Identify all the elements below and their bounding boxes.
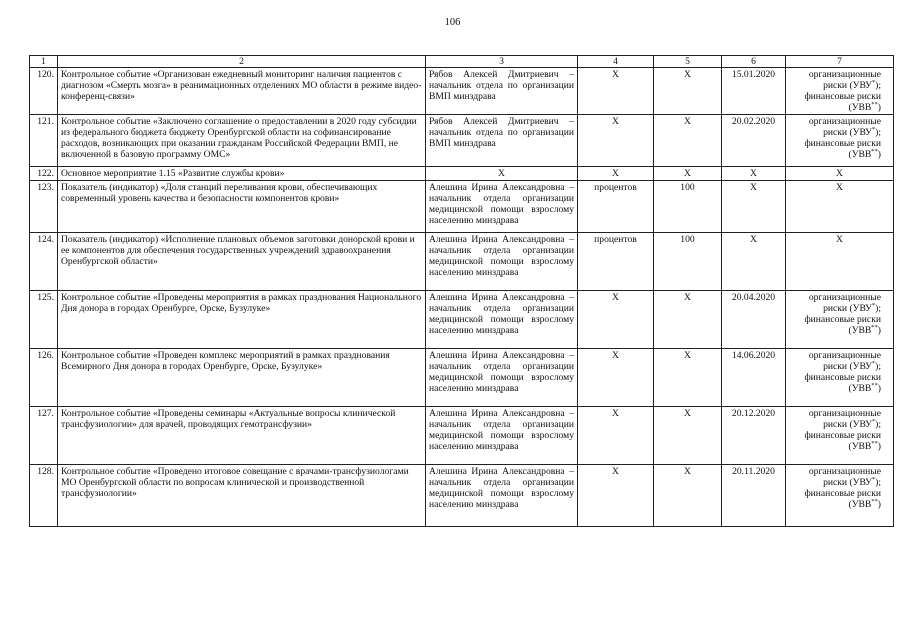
- risks-cell: Х: [786, 167, 894, 181]
- row-number: 124.: [30, 233, 58, 291]
- date-cell: 20.11.2020: [722, 465, 786, 527]
- value-cell: Х: [654, 291, 722, 349]
- responsible-person: Алешина Ирина Александровна – начальник отдела организации медицинской помощи взрослому населению минздрава: [426, 181, 578, 233]
- risk-footnote-mark: *: [871, 78, 876, 86]
- header-row: [30, 56, 894, 68]
- table-row: [30, 68, 894, 115]
- date-cell: 14.06.2020: [722, 349, 786, 407]
- unit-cell: Х: [578, 407, 654, 465]
- risk-text: (УВВ: [848, 102, 872, 113]
- table-row: [30, 181, 894, 233]
- header-cell: 1: [30, 56, 58, 68]
- risk-text: риски (УВУ: [823, 303, 872, 314]
- risk-text: организационные: [808, 408, 881, 419]
- risk-text: финансовые риски: [804, 91, 881, 102]
- risk-footnote-mark: *: [871, 301, 876, 309]
- unit-cell: Х: [578, 465, 654, 527]
- event-description: Контрольное событие «Проведен комплекс мероприятий в рамках празднования Всемирного Дня донора в городах Оренбурге, Орске, Бузулуке»: [58, 349, 426, 407]
- risk-text: риски (УВУ: [823, 127, 872, 138]
- date-cell: 15.01.2020: [722, 68, 786, 115]
- table-row: [30, 465, 894, 527]
- row-number: 126.: [30, 349, 58, 407]
- risk-text: (УВВ: [848, 149, 872, 160]
- header-cell: 3: [426, 56, 578, 68]
- table-row: [30, 233, 894, 291]
- risk-text: организационные: [808, 292, 881, 303]
- risk-text: ): [877, 383, 881, 394]
- unit-cell: Х: [578, 115, 654, 167]
- risks-cell: [786, 68, 894, 115]
- risk-text: );: [875, 80, 881, 91]
- risk-footnote-mark: *: [871, 359, 876, 367]
- date-cell: 20.02.2020: [722, 115, 786, 167]
- responsible-person: Х: [426, 167, 578, 181]
- risks-cell: [786, 291, 894, 349]
- value-cell: Х: [654, 68, 722, 115]
- event-description: Основное мероприятие 1.15 «Развитие службы крови»: [58, 167, 426, 181]
- event-description: Показатель (индикатор) «Исполнение плановых объемов заготовки донорской крови и ее компонентов для обеспечения государственных учреждений здравоохранения Оренбургской области»: [58, 233, 426, 291]
- page-number: 106: [444, 17, 461, 28]
- row-number: 121.: [30, 115, 58, 167]
- risk-text: );: [875, 303, 881, 314]
- risks-cell: Х: [786, 233, 894, 291]
- risk-footnote-mark: **: [871, 497, 878, 505]
- risk-text: организационные: [808, 466, 881, 477]
- risk-text: ): [877, 325, 881, 336]
- risk-text: );: [875, 361, 881, 372]
- plan-table: [29, 55, 894, 527]
- value-cell: Х: [654, 407, 722, 465]
- header-cell: 2: [58, 56, 426, 68]
- risk-footnote-mark: **: [871, 439, 878, 447]
- risk-text: риски (УВУ: [823, 361, 872, 372]
- risk-text: ): [877, 102, 881, 113]
- unit-cell: процентов: [578, 233, 654, 291]
- risk-text: ): [877, 149, 881, 160]
- table-row: [30, 407, 894, 465]
- unit-cell: процентов: [578, 181, 654, 233]
- responsible-person: Алешина Ирина Александровна – начальник отдела организации медицинской помощи взрослому населению минздрава: [426, 291, 578, 349]
- header-cell: 4: [578, 56, 654, 68]
- event-description: Контрольное событие «Заключено соглашение о предоставлении в 2020 году субсидии из федерального бюджета бюджету Оренбургской области на софинансирование расходов, возникающих при оказании гражданам Российской Федерации ВМП, не включенной в базовую программу ОМС»: [58, 115, 426, 167]
- row-number: 128.: [30, 465, 58, 527]
- risk-text: финансовые риски: [804, 488, 881, 499]
- risk-text: (УВВ: [848, 325, 872, 336]
- value-cell: Х: [654, 115, 722, 167]
- risks-cell: [786, 407, 894, 465]
- header-cell: 7: [786, 56, 894, 68]
- date-cell: Х: [722, 181, 786, 233]
- risk-text: (УВВ: [848, 441, 872, 452]
- event-description: Контрольное событие «Проведено итоговое совещание с врачами-трансфузиологами МО Оренбургской области по вопросам клинической и производственной трансфузиологии»: [58, 465, 426, 527]
- plan-table-body: [30, 56, 894, 527]
- risk-text: (УВВ: [848, 383, 872, 394]
- event-description: Контрольное событие «Организован ежедневный мониторинг наличия пациентов с диагнозом «Смерть мозга» в реанимационных отделениях МО области в режиме видео-конференц-связи»: [58, 68, 426, 115]
- risk-text: риски (УВУ: [823, 419, 872, 430]
- header-cell: 6: [722, 56, 786, 68]
- date-cell: 20.12.2020: [722, 407, 786, 465]
- responsible-person: Алешина Ирина Александровна – начальник отдела организации медицинской помощи взрослому населению минздрава: [426, 465, 578, 527]
- risk-footnote-mark: **: [871, 147, 878, 155]
- value-cell: 100: [654, 233, 722, 291]
- risk-footnote-mark: **: [871, 323, 878, 331]
- risk-footnote-mark: **: [871, 100, 878, 108]
- value-cell: Х: [654, 167, 722, 181]
- event-description: Контрольное событие «Проведены семинары «Актуальные вопросы клинической трансфузиологии» для врачей, проводящих гемотрансфузии»: [58, 407, 426, 465]
- date-cell: 20.04.2020: [722, 291, 786, 349]
- risk-text: риски (УВУ: [823, 80, 872, 91]
- risk-text: );: [875, 477, 881, 488]
- unit-cell: Х: [578, 349, 654, 407]
- risks-cell: [786, 465, 894, 527]
- risk-footnote-mark: *: [871, 475, 876, 483]
- risk-text: ): [877, 499, 881, 510]
- risk-text: организационные: [808, 116, 881, 127]
- risks-cell: Х: [786, 181, 894, 233]
- risk-footnote-mark: *: [871, 125, 876, 133]
- event-description: Контрольное событие «Проведены мероприятия в рамках празднования Национального Дня донора в городах Оренбурге, Орске, Бузулуке»: [58, 291, 426, 349]
- risk-text: риски (УВУ: [823, 477, 872, 488]
- row-number: 120.: [30, 68, 58, 115]
- row-number: 127.: [30, 407, 58, 465]
- unit-cell: Х: [578, 291, 654, 349]
- table-row: [30, 115, 894, 167]
- responsible-person: Рябов Алексей Дмитриевич – начальник отдела по организации ВМП минздрава: [426, 115, 578, 167]
- risk-text: ): [877, 441, 881, 452]
- risks-cell: [786, 115, 894, 167]
- date-cell: Х: [722, 167, 786, 181]
- responsible-person: Алешина Ирина Александровна – начальник отдела организации медицинской помощи взрослому населению минздрава: [426, 233, 578, 291]
- unit-cell: Х: [578, 68, 654, 115]
- responsible-person: Рябов Алексей Дмитриевич – начальник отдела по организации ВМП минздрава: [426, 68, 578, 115]
- responsible-person: Алешина Ирина Александровна – начальник отдела организации медицинской помощи взрослому населению минздрава: [426, 407, 578, 465]
- risk-text: организационные: [808, 69, 881, 80]
- header-cell: 5: [654, 56, 722, 68]
- date-cell: Х: [722, 233, 786, 291]
- row-number: 122.: [30, 167, 58, 181]
- risk-text: );: [875, 419, 881, 430]
- value-cell: Х: [654, 349, 722, 407]
- risk-footnote-mark: **: [871, 381, 878, 389]
- risk-text: финансовые риски: [804, 138, 881, 149]
- risks-cell: [786, 349, 894, 407]
- table-row: [30, 349, 894, 407]
- unit-cell: Х: [578, 167, 654, 181]
- row-number: 123.: [30, 181, 58, 233]
- responsible-person: Алешина Ирина Александровна – начальник отдела организации медицинской помощи взрослому населению минздрава: [426, 349, 578, 407]
- risk-text: финансовые риски: [804, 314, 881, 325]
- risk-text: (УВВ: [848, 499, 872, 510]
- value-cell: Х: [654, 465, 722, 527]
- risk-text: финансовые риски: [804, 372, 881, 383]
- event-description: Показатель (индикатор) «Доля станций переливания крови, обеспечивающих современный уровень качества и безопасности компонентов крови»: [58, 181, 426, 233]
- table-row: [30, 167, 894, 181]
- risk-text: организационные: [808, 350, 881, 361]
- row-number: 125.: [30, 291, 58, 349]
- risk-footnote-mark: *: [871, 417, 876, 425]
- table-row: [30, 291, 894, 349]
- risk-text: );: [875, 127, 881, 138]
- value-cell: 100: [654, 181, 722, 233]
- risk-text: финансовые риски: [804, 430, 881, 441]
